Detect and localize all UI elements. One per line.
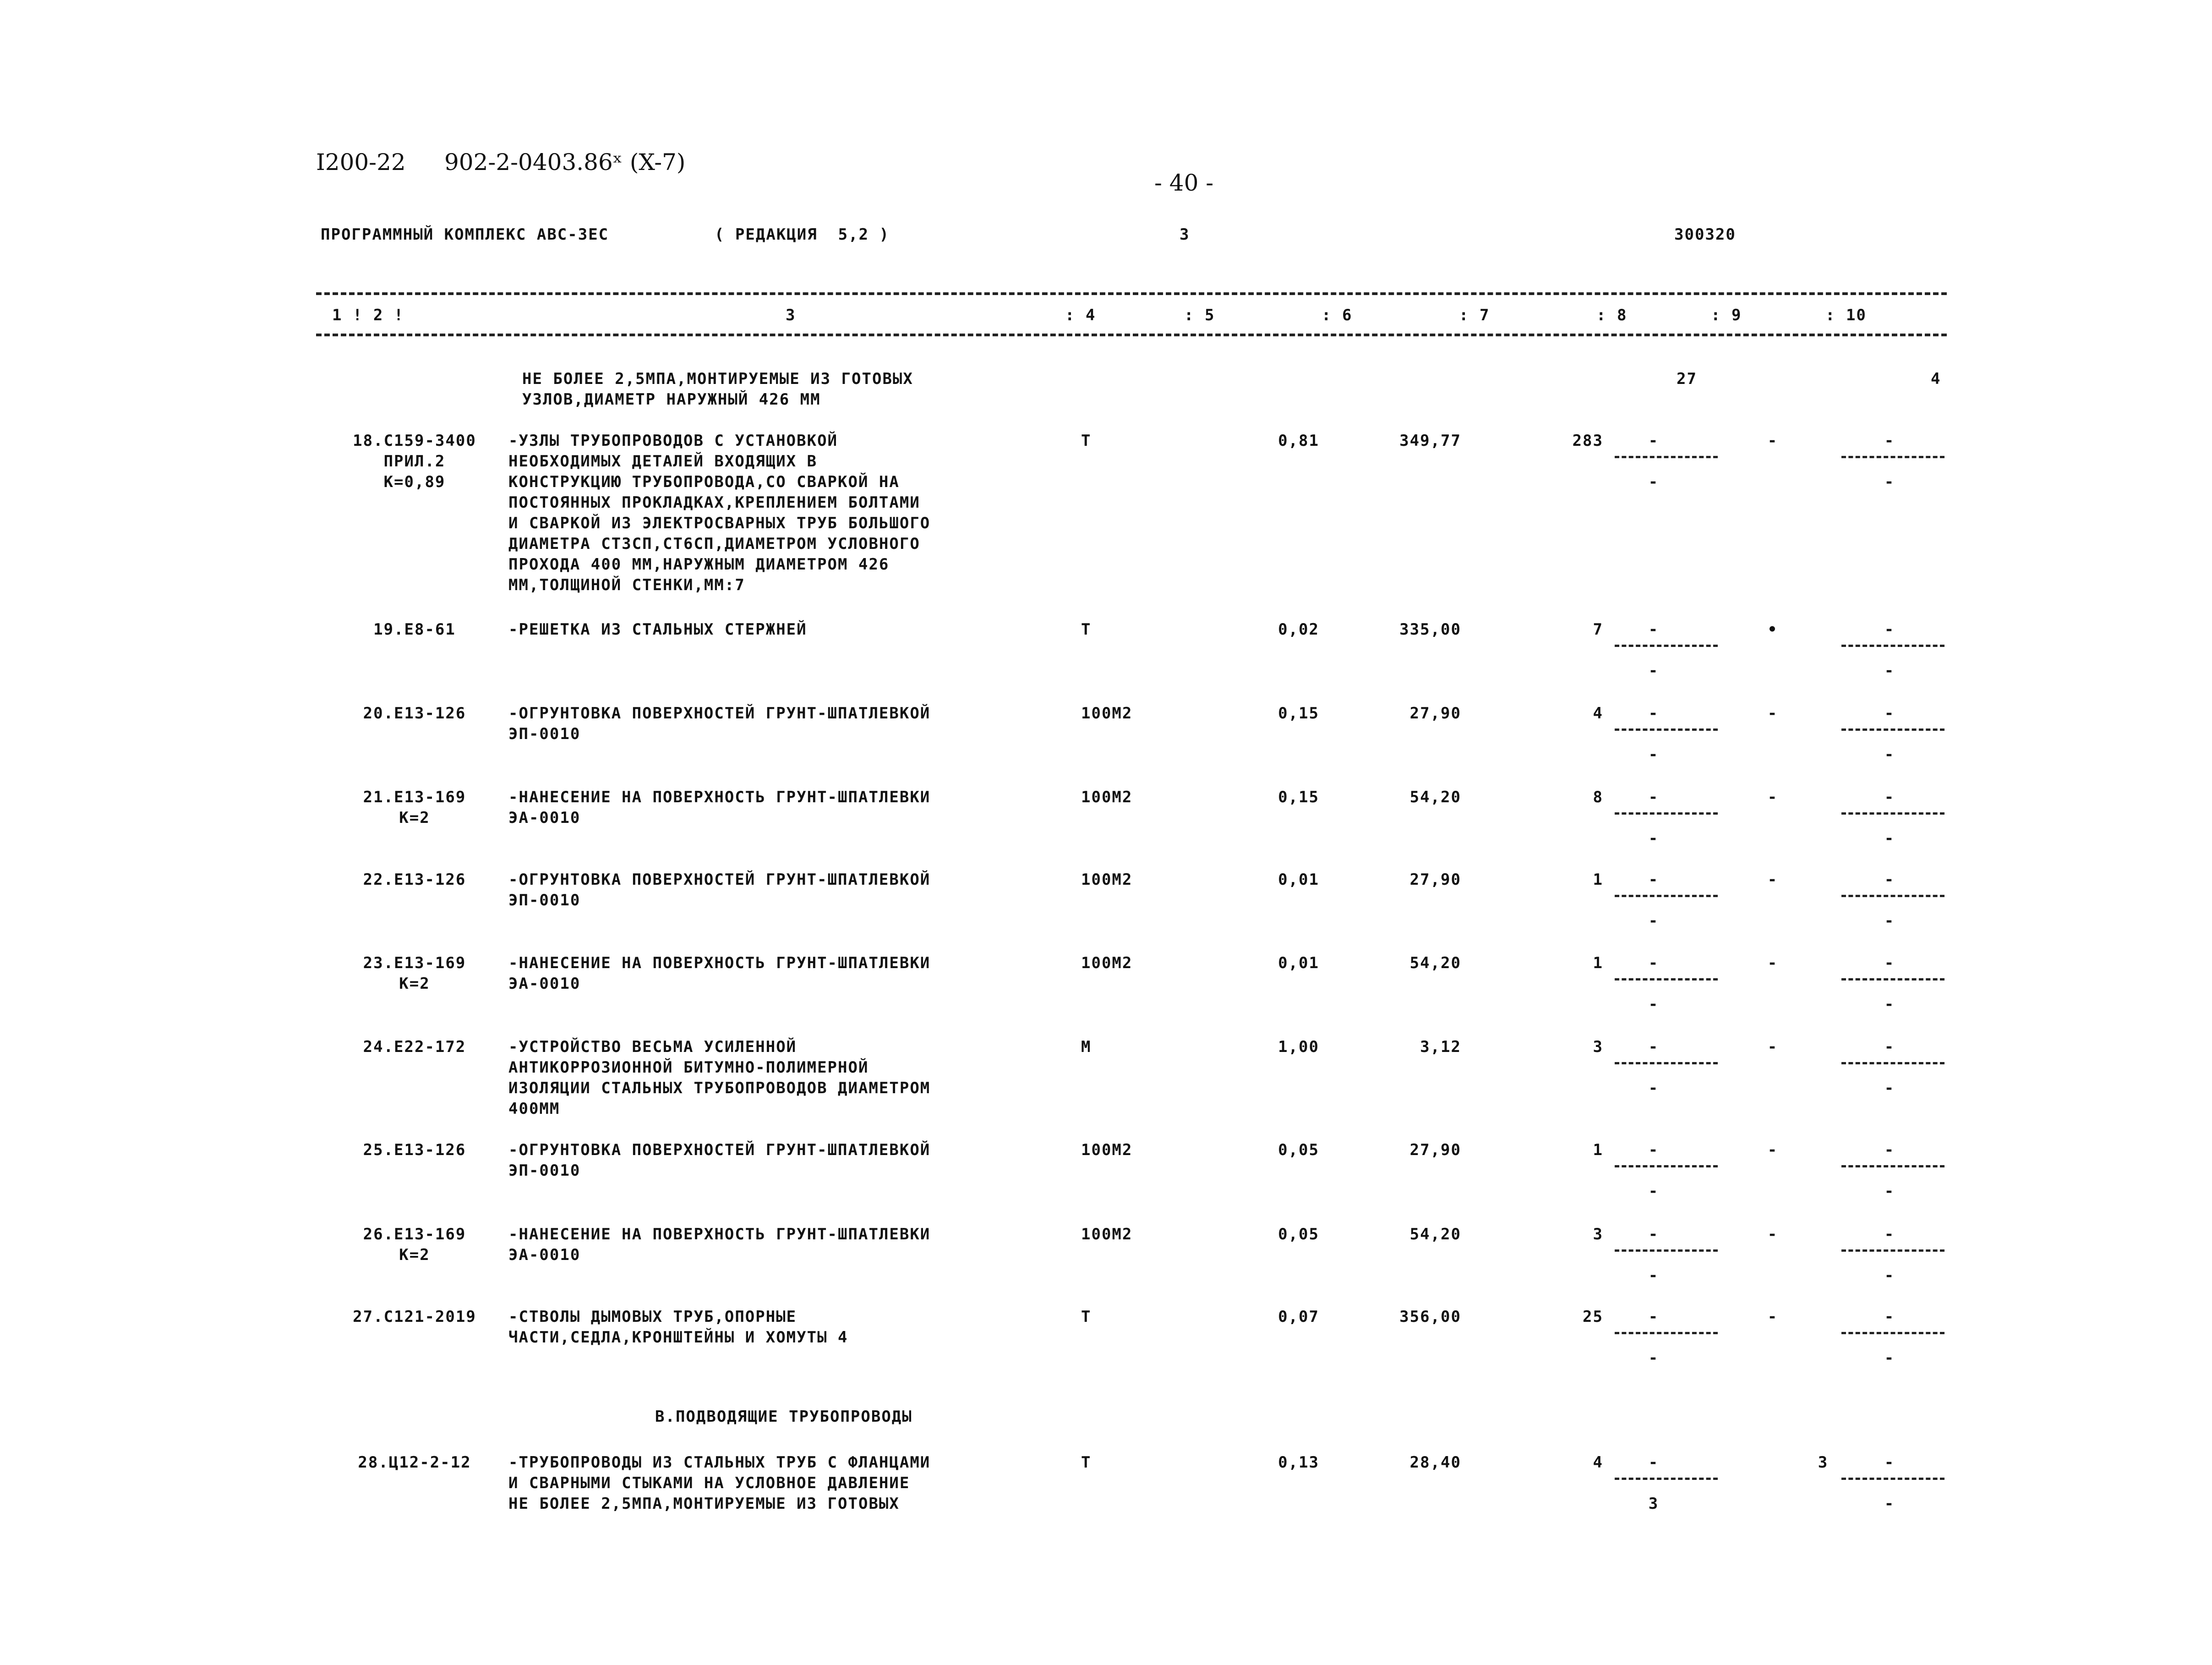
- row-col10-denominator: -: [1884, 995, 1895, 1013]
- row-col8-numerator: -: [1648, 1308, 1659, 1326]
- row-total-cost: 4: [1593, 1453, 1603, 1472]
- row-col10-numerator: -: [1884, 1038, 1895, 1056]
- row-col9: 3: [1818, 1453, 1829, 1472]
- row-unit: Т: [1081, 620, 1092, 639]
- fraction-bar: [1841, 1249, 1944, 1252]
- fraction-bar: [1615, 1249, 1718, 1252]
- fraction-bar: [1841, 978, 1944, 980]
- row-description: -РЕШЕТКА ИЗ СТАЛЬНЫХ СТЕРЖНЕЙ: [508, 620, 807, 639]
- row-col8-numerator: -: [1648, 788, 1659, 806]
- row-col10-numerator: -: [1884, 620, 1895, 639]
- row-col8-numerator: -: [1648, 1453, 1659, 1472]
- row-code: 24.Е22-172: [363, 1038, 466, 1056]
- row-col8-numerator: -: [1648, 1225, 1659, 1243]
- row-col10-denominator: -: [1884, 1349, 1895, 1367]
- page-number: - 40 -: [1154, 170, 1214, 196]
- fraction-bar: [1615, 1062, 1718, 1064]
- row-total-cost: 7: [1593, 620, 1603, 639]
- row-description: -ТРУБОПРОВОДЫ ИЗ СТАЛЬНЫХ ТРУБ С ФЛАНЦАМИ И СВАРНЫМИ СТЫКАМИ НА УСЛОВНОЕ ДАВЛЕНИЕ НЕ БОЛЕЕ 2,5МПА,МОНТИРУЕМЫЕ ИЗ ГОТОВЫХ: [508, 1453, 931, 1513]
- row-unit-price: 27,90: [1409, 1141, 1461, 1159]
- row-col10-numerator: -: [1884, 1225, 1895, 1243]
- row-quantity: 0,02: [1278, 620, 1319, 639]
- row-col8-denominator: -: [1648, 1349, 1659, 1367]
- row-col8-denominator: -: [1648, 1266, 1659, 1285]
- row-unit: Т: [1081, 1308, 1092, 1326]
- program-name: ПРОГРАММНЫЙ КОМПЛЕКС АВС-3ЕС: [321, 225, 609, 244]
- fraction-bar: [1841, 456, 1944, 458]
- fraction-bar: [1841, 1332, 1944, 1334]
- fraction-bar: [1615, 456, 1718, 458]
- row-col8-denominator: 3: [1648, 1495, 1659, 1513]
- row-description: -СТВОЛЫ ДЫМОВЫХ ТРУБ,ОПОРНЫЕ ЧАСТИ,СЕДЛА,КРОНШТЕЙНЫ И ХОМУТЫ 4: [508, 1308, 848, 1347]
- row-unit-price: 349,77: [1399, 432, 1461, 450]
- row-col9: -: [1767, 788, 1778, 806]
- fraction-bar: [1615, 728, 1718, 731]
- row-code: 20.Е13-126: [363, 704, 466, 723]
- row-col8-numerator: -: [1648, 704, 1659, 723]
- row-col9: -: [1767, 1308, 1778, 1326]
- sheet-number: 3: [1180, 225, 1190, 244]
- row-col10-numerator: -: [1884, 788, 1895, 806]
- fraction-bar: [1841, 1062, 1944, 1064]
- col-6: : 6: [1322, 306, 1353, 324]
- row-col8-denominator: -: [1648, 829, 1659, 848]
- row-col8-numerator: -: [1648, 1141, 1659, 1159]
- row-col10-denominator: -: [1884, 745, 1895, 764]
- fraction-bar: [1841, 812, 1944, 815]
- row-col10-denominator: -: [1884, 1079, 1895, 1097]
- row-col9: -: [1767, 704, 1778, 723]
- row-col8-numerator: -: [1648, 432, 1659, 450]
- row-unit-price: 335,00: [1399, 620, 1461, 639]
- fraction-bar: [1841, 1478, 1944, 1480]
- row-quantity: 0,15: [1278, 788, 1319, 806]
- row-total-cost: 1: [1593, 871, 1603, 889]
- row-description: -УЗЛЫ ТРУБОПРОВОДОВ С УСТАНОВКОЙ НЕОБХОДИМЫХ ДЕТАЛЕЙ ВХОДЯЩИХ В КОНСТРУКЦИЮ ТРУБОПРОВОДА,СО СВАРКОЙ НА ПОСТОЯННЫХ ПРОКЛАДКАХ,КРЕПЛЕНИЕМ БОЛТАМИ И СВАРКОЙ ИЗ ЭЛЕКТРОСВАРНЫХ ТРУБ БОЛЬШОГО ДИАМЕТРА СТ3СП,СТ6СП,ДИАМЕТРОМ УСЛОВНОГО ПРОХОДА 400 ММ,НАРУЖНЫМ ДИАМЕТРОМ 426 ММ,ТОЛЩИНОЙ СТЕНКИ,ММ:7: [508, 432, 931, 594]
- row-col10-numerator: -: [1884, 704, 1895, 723]
- col-9: : 9: [1711, 306, 1742, 324]
- row-unit-price: 54,20: [1409, 1225, 1461, 1243]
- row-code: 23.Е13-169 К=2: [363, 954, 466, 993]
- row-description: -УСТРОЙСТВО ВЕСЬМА УСИЛЕННОЙ АНТИКОРРОЗИОННОЙ БИТУМНО-ПОЛИМЕРНОЙ ИЗОЛЯЦИИ СТАЛЬНЫХ ТРУБОПРОВОДОВ ДИАМЕТРОМ 400ММ: [508, 1038, 931, 1118]
- col-3: 3: [786, 306, 796, 324]
- row-col8-denominator: -: [1648, 745, 1659, 764]
- row-col10-denominator: -: [1884, 912, 1895, 930]
- row-unit: Т: [1081, 432, 1092, 450]
- row-col10-denominator: -: [1884, 829, 1895, 848]
- row-total-cost: 4: [1593, 704, 1603, 723]
- col-1-2: 1 ! 2 !: [332, 306, 404, 324]
- row-col9: -: [1767, 954, 1778, 972]
- row-quantity: 0,15: [1278, 704, 1319, 723]
- row-col10-denominator: -: [1884, 662, 1895, 680]
- row-col10-denominator: -: [1884, 1182, 1895, 1200]
- row-code: 21.Е13-169 К=2: [363, 788, 466, 827]
- row-col9: -: [1767, 1225, 1778, 1243]
- row-quantity: 0,05: [1278, 1225, 1319, 1243]
- row-unit-price: 3,12: [1420, 1038, 1461, 1056]
- row-total-cost: 25: [1583, 1308, 1603, 1326]
- row-description: -ОГРУНТОВКА ПОВЕРХНОСТЕЙ ГРУНТ-ШПАТЛЕВКОЙ ЭП-0010: [508, 871, 931, 909]
- row-total-cost: 8: [1593, 788, 1603, 806]
- carry-over-desc: НЕ БОЛЕЕ 2,5МПА,МОНТИРУЕМЫЕ ИЗ ГОТОВЫХ УЗЛОВ,ДИАМЕТР НАРУЖНЫЙ 426 ММ: [522, 370, 913, 409]
- row-unit-price: 27,90: [1409, 871, 1461, 889]
- row-col10-numerator: -: [1884, 954, 1895, 972]
- row-col10-numerator: -: [1884, 1141, 1895, 1159]
- row-quantity: 0,07: [1278, 1308, 1319, 1326]
- row-unit: 100М2: [1081, 1225, 1133, 1243]
- col-7: : 7: [1459, 306, 1490, 324]
- fraction-bar: [1841, 728, 1944, 731]
- fraction-bar: [1615, 645, 1718, 647]
- header-rule-top: [316, 292, 1947, 295]
- fraction-bar: [1615, 1165, 1718, 1167]
- row-unit-price: 28,40: [1409, 1453, 1461, 1472]
- row-unit: 100М2: [1081, 704, 1133, 723]
- row-unit-price: 54,20: [1409, 954, 1461, 972]
- row-col8-numerator: -: [1648, 871, 1659, 889]
- series-code: 902-2-0403.86ˣ (X-7): [444, 149, 686, 175]
- row-unit-price: 356,00: [1399, 1308, 1461, 1326]
- row-code: 27.С121-2019: [353, 1308, 476, 1326]
- fraction-bar: [1841, 645, 1944, 647]
- col-4: : 4: [1065, 306, 1096, 324]
- row-col8-numerator: -: [1648, 954, 1659, 972]
- row-col9: •: [1767, 620, 1778, 639]
- fraction-bar: [1841, 1165, 1944, 1167]
- row-code: 18.С159-3400 ПРИЛ.2 К=0,89: [353, 432, 476, 491]
- carry-over-col8: 27: [1677, 370, 1697, 388]
- doc-code-number: 300320: [1674, 225, 1736, 244]
- row-quantity: 0,05: [1278, 1141, 1319, 1159]
- row-quantity: 0,01: [1278, 871, 1319, 889]
- row-unit: М: [1081, 1038, 1092, 1056]
- row-col8-denominator: -: [1648, 1079, 1659, 1097]
- row-code: 28.Ц12-2-12: [358, 1453, 471, 1472]
- fraction-bar: [1615, 895, 1718, 897]
- row-description: -НАНЕСЕНИЕ НА ПОВЕРХНОСТЬ ГРУНТ-ШПАТЛЕВКИ ЭА-0010: [508, 788, 931, 827]
- row-col9: -: [1767, 1141, 1778, 1159]
- row-unit: 100М2: [1081, 788, 1133, 806]
- row-col10-numerator: -: [1884, 1308, 1895, 1326]
- section-title: В.ПОДВОДЯЩИЕ ТРУБОПРОВОДЫ: [655, 1408, 912, 1426]
- row-col9: -: [1767, 871, 1778, 889]
- col-5: : 5: [1184, 306, 1215, 324]
- row-col9: -: [1767, 432, 1778, 450]
- fraction-bar: [1615, 1478, 1718, 1480]
- fraction-bar: [1615, 978, 1718, 980]
- carry-over-col10: 4: [1931, 370, 1941, 388]
- doc-code: I200-22: [316, 149, 406, 175]
- fraction-bar: [1841, 895, 1944, 897]
- row-col8-denominator: -: [1648, 912, 1659, 930]
- row-col8-denominator: -: [1648, 662, 1659, 680]
- row-total-cost: 1: [1593, 1141, 1603, 1159]
- row-col10-denominator: -: [1884, 1495, 1895, 1513]
- row-col10-numerator: -: [1884, 871, 1895, 889]
- row-code: 19.Е8-61: [373, 620, 456, 639]
- program-edition: ( РЕДАКЦИЯ 5,2 ): [715, 225, 890, 244]
- row-description: -ОГРУНТОВКА ПОВЕРХНОСТЕЙ ГРУНТ-ШПАТЛЕВКОЙ ЭП-0010: [508, 704, 931, 743]
- row-col8-numerator: -: [1648, 620, 1659, 639]
- row-quantity: 0,13: [1278, 1453, 1319, 1472]
- row-total-cost: 1: [1593, 954, 1603, 972]
- col-10: : 10: [1825, 306, 1867, 324]
- fraction-bar: [1615, 812, 1718, 815]
- row-code: 22.Е13-126: [363, 871, 466, 889]
- row-unit: 100М2: [1081, 954, 1133, 972]
- row-unit: 100М2: [1081, 871, 1133, 889]
- row-col10-denominator: -: [1884, 473, 1895, 491]
- row-code: 25.Е13-126: [363, 1141, 466, 1159]
- row-total-cost: 3: [1593, 1038, 1603, 1056]
- row-unit: Т: [1081, 1453, 1092, 1472]
- row-unit-price: 27,90: [1409, 704, 1461, 723]
- row-col10-denominator: -: [1884, 1266, 1895, 1285]
- row-col10-numerator: -: [1884, 432, 1895, 450]
- row-unit: 100М2: [1081, 1141, 1133, 1159]
- row-code: 26.Е13-169 К=2: [363, 1225, 466, 1264]
- header-rule-bottom: [316, 334, 1947, 336]
- row-description: -НАНЕСЕНИЕ НА ПОВЕРХНОСТЬ ГРУНТ-ШПАТЛЕВКИ ЭА-0010: [508, 1225, 931, 1264]
- row-total-cost: 283: [1572, 432, 1603, 450]
- row-unit-price: 54,20: [1409, 788, 1461, 806]
- row-col8-denominator: -: [1648, 1182, 1659, 1200]
- fraction-bar: [1615, 1332, 1718, 1334]
- row-col9: -: [1767, 1038, 1778, 1056]
- row-description: -ОГРУНТОВКА ПОВЕРХНОСТЕЙ ГРУНТ-ШПАТЛЕВКОЙ ЭП-0010: [508, 1141, 931, 1180]
- row-quantity: 0,81: [1278, 432, 1319, 450]
- row-col8-numerator: -: [1648, 1038, 1659, 1056]
- row-col8-denominator: -: [1648, 995, 1659, 1013]
- row-col10-numerator: -: [1884, 1453, 1895, 1472]
- row-quantity: 1,00: [1278, 1038, 1319, 1056]
- col-8: : 8: [1596, 306, 1628, 324]
- row-total-cost: 3: [1593, 1225, 1603, 1243]
- row-quantity: 0,01: [1278, 954, 1319, 972]
- row-description: -НАНЕСЕНИЕ НА ПОВЕРХНОСТЬ ГРУНТ-ШПАТЛЕВКИ ЭА-0010: [508, 954, 931, 993]
- row-col8-denominator: -: [1648, 473, 1659, 491]
